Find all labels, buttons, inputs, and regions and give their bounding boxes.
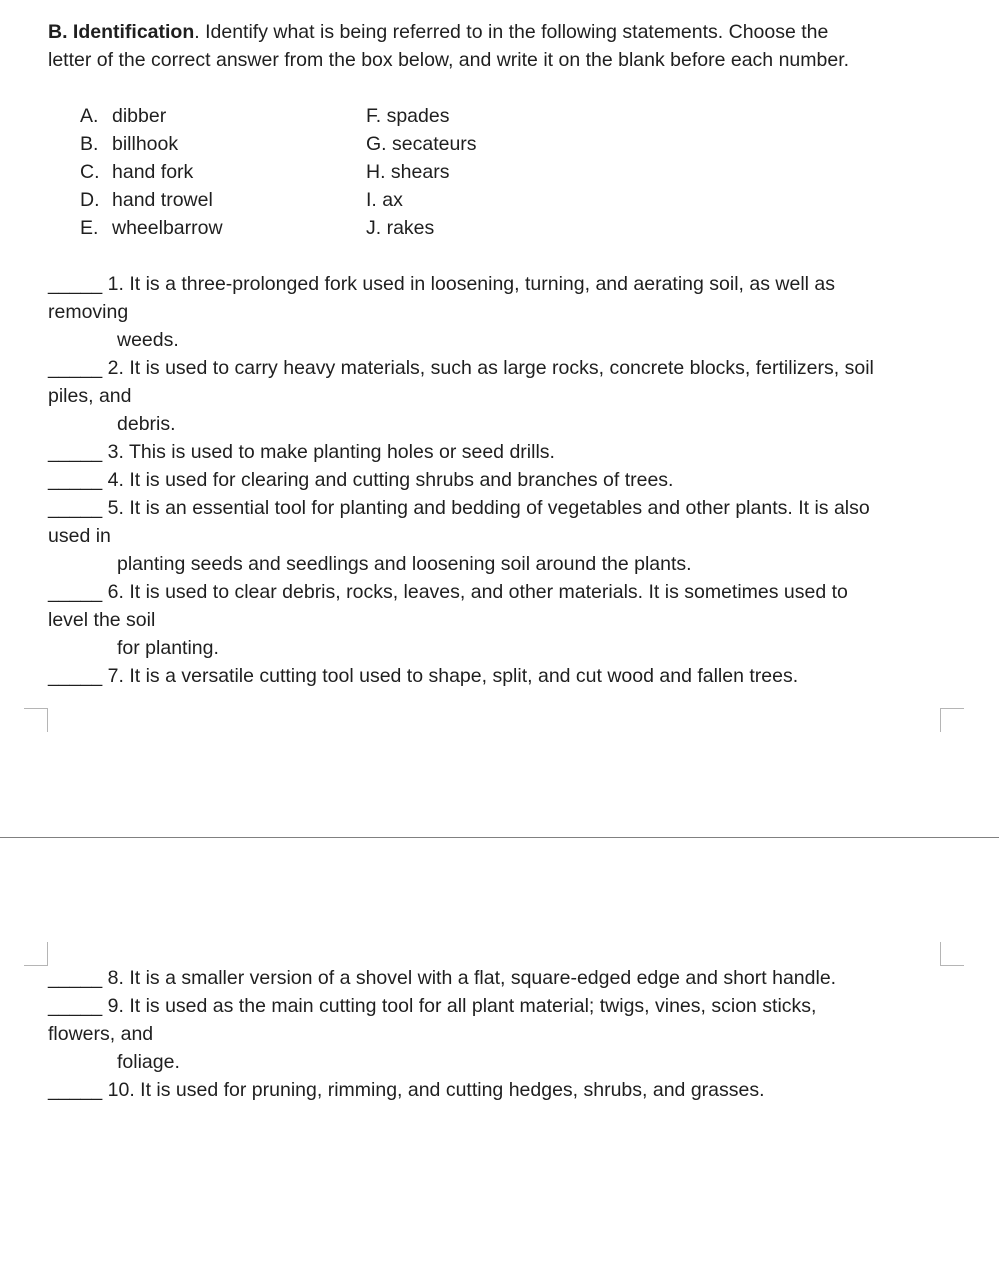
choice-text: billhook [112, 133, 179, 155]
choice-item: G. secateurs [366, 133, 477, 155]
answer-blank[interactable]: _____ [48, 967, 103, 989]
choice-letter: B. [80, 133, 99, 155]
page-corner-mark [940, 708, 964, 732]
question-text: 4. It is used for clearing and cutting shrubs and branches of trees. [107, 469, 674, 491]
question-item-5 [48, 494, 870, 522]
section-title: B. Identification [48, 21, 195, 43]
question-item-3 [48, 438, 555, 466]
question-text: 1. It is a three-prolonged fork used in loosening, turning, and aerating soil, as well as [107, 273, 836, 295]
choice-letter: D. [80, 189, 100, 211]
answer-blank[interactable]: _____ [48, 581, 103, 603]
answer-blank[interactable]: _____ [48, 441, 103, 463]
answer-blank[interactable]: _____ [48, 273, 103, 295]
page-corner-mark [24, 708, 48, 732]
page-corner-mark [24, 942, 48, 966]
choice-letter: A. [80, 105, 99, 127]
answer-blank[interactable]: _____ [48, 995, 103, 1017]
answer-blank[interactable]: _____ [48, 469, 103, 491]
question-text: 2. It is used to carry heavy materials, such as large rocks, concrete blocks, fertilizers, soil [107, 357, 874, 379]
choice-text: dibber [112, 105, 167, 127]
answer-blank[interactable]: _____ [48, 497, 103, 519]
question-text: 6. It is used to clear debris, rocks, leaves, and other materials. It is sometimes used to [107, 581, 848, 603]
choice-text: hand fork [112, 161, 194, 183]
question-text: 8. It is a smaller version of a shovel with a flat, square-edged edge and short handle. [107, 967, 837, 989]
question-continuation: weeds. [117, 329, 179, 351]
page-corner-mark [940, 942, 964, 966]
question-continuation: foliage. [117, 1051, 180, 1073]
instruction-text: . Identify what is being referred to in the following statements. Choose the [194, 21, 829, 43]
question-continuation: debris. [117, 413, 176, 435]
choice-text: hand trowel [112, 189, 213, 211]
question-continuation: planting seeds and seedlings and loosening soil around the plants. [117, 553, 692, 575]
answer-blank[interactable]: _____ [48, 665, 103, 687]
question-wrap-text: flowers, and [48, 1023, 154, 1045]
choice-item: J. rakes [366, 217, 435, 239]
choice-item: H. shears [366, 161, 450, 183]
question-item-1 [48, 270, 835, 298]
question-wrap-text: used in [48, 525, 111, 547]
question-item-4 [48, 466, 673, 494]
instructions-line-1 [48, 18, 828, 46]
question-item-10 [48, 1076, 765, 1104]
question-text: 5. It is an essential tool for planting and bedding of vegetables and other plants. It is also [107, 497, 870, 519]
answer-blank[interactable]: _____ [48, 357, 103, 379]
answer-blank[interactable]: _____ [48, 1079, 103, 1101]
question-wrap-text: piles, and [48, 385, 132, 407]
question-item-8 [48, 964, 836, 992]
choice-item: F. spades [366, 105, 450, 127]
question-item-9 [48, 992, 816, 1020]
instructions-line-2: letter of the correct answer from the box below, and write it on the blank before each number. [48, 49, 850, 71]
choice-letter: C. [80, 161, 100, 183]
page-break-divider [0, 837, 999, 838]
choice-text: wheelbarrow [112, 217, 223, 239]
question-text: 10. It is used for pruning, rimming, and cutting hedges, shrubs, and grasses. [107, 1079, 765, 1101]
choice-letter: E. [80, 217, 99, 239]
question-item-7 [48, 662, 798, 690]
question-text: 7. It is a versatile cutting tool used to shape, split, and cut wood and fallen trees. [107, 665, 799, 687]
question-wrap-text: removing [48, 301, 129, 323]
question-continuation: for planting. [117, 637, 219, 659]
question-text: 3. This is used to make planting holes or seed drills. [107, 441, 555, 463]
question-item-2 [48, 354, 874, 382]
question-item-6 [48, 578, 848, 606]
choice-item: I. ax [366, 189, 403, 211]
question-wrap-text: level the soil [48, 609, 156, 631]
question-text: 9. It is used as the main cutting tool for all plant material; twigs, vines, scion sticks, [107, 995, 817, 1017]
